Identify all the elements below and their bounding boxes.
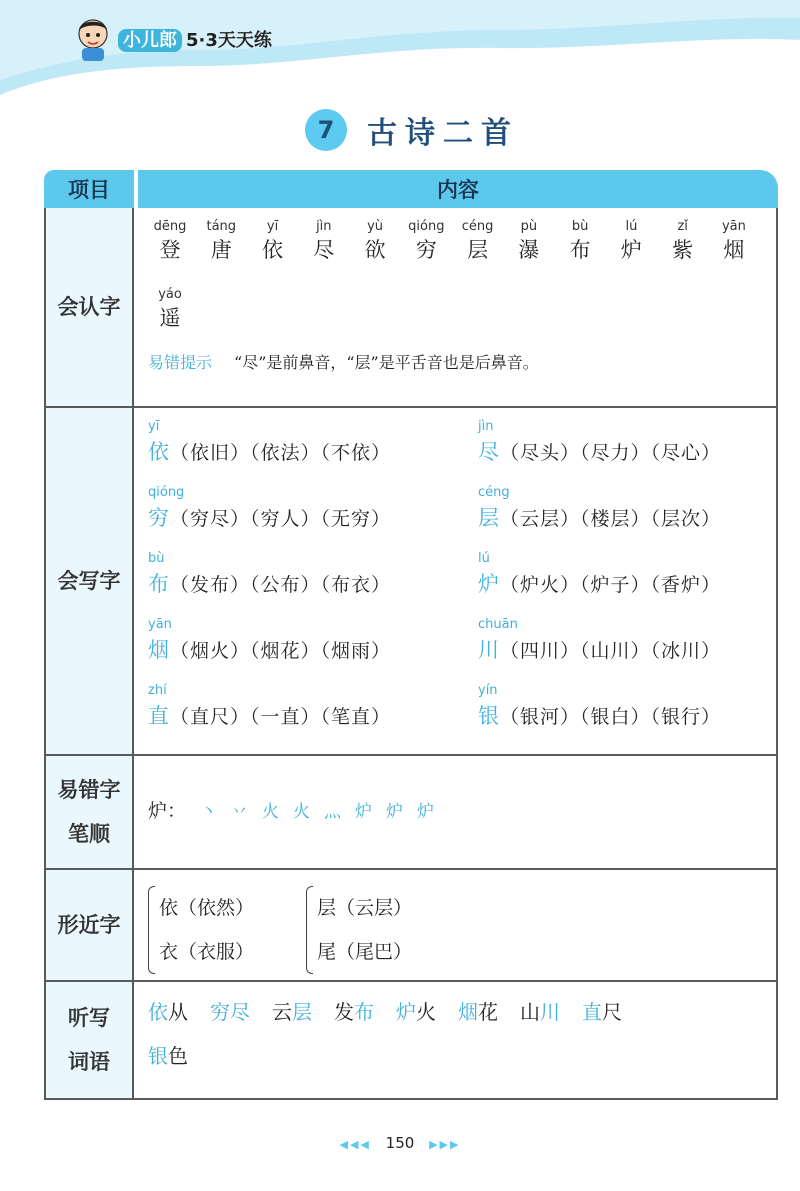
- lesson-heading: [305, 108, 519, 152]
- char-item: [404, 218, 448, 264]
- write-item: [478, 682, 778, 744]
- stroke-step: 灬: [324, 802, 342, 822]
- word-char: 银: [148, 1044, 168, 1068]
- write-words: （穷尽）（穷人）（无穷）: [170, 508, 392, 530]
- row-recognize: [46, 208, 776, 406]
- lesson-title: 古诗二首: [367, 116, 519, 151]
- dictation-word: [458, 1000, 498, 1024]
- pinyin: yān: [148, 617, 172, 632]
- hanzi: 遥: [159, 306, 181, 330]
- hanzi: 唐: [210, 238, 232, 262]
- summary-table: [44, 170, 778, 1100]
- pinyin: yī: [148, 419, 160, 434]
- write-char: 依: [148, 440, 170, 464]
- row-label: [46, 756, 134, 868]
- row-label: [46, 982, 134, 1098]
- hanzi: 登: [159, 238, 181, 262]
- pinyin: bù: [571, 219, 589, 234]
- char-item: [302, 218, 346, 264]
- page-footer: [0, 1134, 800, 1152]
- hanzi: 布: [569, 238, 591, 262]
- write-item: [478, 418, 778, 480]
- prev-arrows-icon: ◀◀◀: [339, 1138, 371, 1151]
- label-line: 词语: [68, 1050, 110, 1074]
- word-char: 直: [582, 1000, 602, 1024]
- similar-pair: [306, 886, 412, 974]
- word-char: 川: [540, 1000, 560, 1024]
- hanzi: 层: [467, 238, 489, 262]
- row-similar: [46, 868, 776, 980]
- dictation-word: [396, 1000, 436, 1024]
- write-char: 炉: [478, 572, 500, 596]
- char-item: [199, 218, 243, 264]
- pinyin: yáo: [158, 287, 182, 302]
- dictation-words: [148, 990, 762, 1078]
- hanzi: 穷: [415, 238, 437, 262]
- char-item: [251, 218, 295, 264]
- write-item: [478, 616, 778, 678]
- similar-word: 衣（衣服）: [159, 941, 255, 963]
- recognize-chars: [148, 218, 756, 264]
- similar-word: 尾（尾巴）: [317, 941, 413, 963]
- pinyin: táng: [206, 219, 237, 234]
- brace-icon: [306, 886, 313, 974]
- label-line: 听写: [68, 1006, 110, 1030]
- stroke-sequence: [148, 796, 762, 823]
- write-chars: [148, 418, 778, 744]
- write-char: 层: [478, 506, 500, 530]
- write-char: 川: [478, 638, 500, 662]
- pinyin: zhí: [148, 683, 167, 698]
- dictation-word: [148, 1044, 188, 1068]
- brand-title: [118, 26, 272, 52]
- hanzi: 依: [262, 238, 284, 262]
- write-char: 布: [148, 572, 170, 596]
- write-words: （依旧）（依法）（不依）: [170, 442, 392, 464]
- char-item: [558, 218, 602, 264]
- stroke-step: 炉: [386, 802, 404, 822]
- word-char: 花: [478, 1000, 498, 1024]
- brand-series: 5·3天天练: [186, 30, 272, 51]
- char-item: [353, 218, 397, 264]
- hanzi: 尽: [313, 238, 335, 262]
- pinyin: lú: [478, 551, 490, 566]
- stroke-step: 炉: [355, 802, 373, 822]
- word-char: 色: [168, 1044, 188, 1068]
- word-char: 布: [354, 1000, 374, 1024]
- word-char: 尽: [230, 1000, 250, 1024]
- write-item: [148, 484, 478, 546]
- brand-header: [72, 16, 272, 62]
- char-item: [456, 218, 500, 264]
- write-item: [478, 484, 778, 546]
- hanzi: 炉: [620, 238, 642, 262]
- pinyin: céng: [478, 485, 510, 500]
- write-item: [478, 550, 778, 612]
- similar-pair: [148, 886, 254, 974]
- dictation-word: [210, 1000, 250, 1024]
- char-item: [148, 286, 192, 332]
- word-char: 山: [520, 1000, 540, 1024]
- word-char: 层: [292, 1000, 312, 1024]
- write-char: 直: [148, 704, 170, 728]
- header-item: 项目: [44, 170, 134, 208]
- pinyin: yī: [266, 219, 279, 234]
- row-write: [46, 406, 776, 754]
- char-item: [661, 218, 705, 264]
- label-line: 易错字: [57, 778, 121, 802]
- write-words: （四川）（山川）（冰川）: [500, 640, 722, 662]
- pinyin: yù: [367, 219, 384, 234]
- stroke-step: 丷: [231, 802, 249, 822]
- hanzi: 紫: [672, 238, 694, 262]
- next-arrows-icon: ▶▶▶: [429, 1138, 461, 1151]
- pinyin: jìn: [478, 419, 494, 434]
- write-words: （发布）（公布）（布衣）: [170, 574, 392, 596]
- write-words: （尽头）（尽力）（尽心）: [500, 442, 722, 464]
- similar-word: 层（云层）: [317, 897, 413, 919]
- hanzi: 欲: [364, 238, 386, 262]
- pinyin: céng: [461, 219, 494, 234]
- word-char: 云: [272, 1000, 292, 1024]
- write-item: [148, 616, 478, 678]
- pinyin: zǐ: [677, 219, 688, 234]
- pinyin: yín: [478, 683, 498, 698]
- tip-label: 易错提示: [148, 353, 213, 372]
- similar-pairs: [148, 886, 762, 974]
- dictation-word: [582, 1000, 622, 1024]
- hanzi: 瀑: [518, 238, 540, 262]
- write-item: [148, 550, 478, 612]
- page-number: 150: [385, 1134, 415, 1152]
- hanzi: 烟: [723, 238, 745, 262]
- char-item: [148, 218, 192, 264]
- pinyin: jìn: [316, 219, 332, 234]
- word-char: 发: [334, 1000, 354, 1024]
- stroke-step: 火: [293, 802, 311, 822]
- tip-text: “尽”是前鼻音，“层”是平舌音也是后鼻音。: [234, 353, 539, 372]
- char-item: [507, 218, 551, 264]
- label-line: 笔顺: [68, 822, 110, 846]
- stroke-step: 丶: [200, 802, 218, 822]
- mistake-tip: [148, 350, 762, 373]
- dictation-word: [334, 1000, 374, 1024]
- mascot-icon: [72, 16, 114, 62]
- char-item: [609, 218, 653, 264]
- write-words: （烟火）（烟花）（烟雨）: [170, 640, 392, 662]
- lesson-number-badge: 7: [305, 109, 347, 151]
- row-stroke-order: [46, 754, 776, 868]
- similar-word: 依（依然）: [159, 897, 255, 919]
- pinyin: qióng: [408, 219, 445, 234]
- write-words: （银河）（银白）（银行）: [500, 706, 722, 728]
- row-label: 形近字: [46, 870, 134, 980]
- pinyin: bù: [148, 551, 165, 566]
- brace-icon: [148, 886, 155, 974]
- dictation-word: [148, 1000, 188, 1024]
- stroke-step: 火: [262, 802, 280, 822]
- pinyin: lú: [625, 219, 638, 234]
- write-words: （炉火）（炉子）（香炉）: [500, 574, 722, 596]
- word-char: 依: [148, 1000, 168, 1024]
- word-char: 从: [168, 1000, 188, 1024]
- row-dictation: [46, 980, 776, 1098]
- write-item: [148, 418, 478, 480]
- write-char: 银: [478, 704, 500, 728]
- write-char: 烟: [148, 638, 170, 662]
- word-char: 穷: [210, 1000, 230, 1024]
- word-char: 烟: [458, 1000, 478, 1024]
- dictation-word: [520, 1000, 560, 1024]
- dictation-word: [272, 1000, 312, 1024]
- stroke-step: 炉: [417, 802, 435, 822]
- word-char: 火: [416, 1000, 436, 1024]
- pinyin: chuān: [478, 617, 518, 632]
- word-char: 炉: [396, 1000, 416, 1024]
- char-item: [712, 218, 756, 264]
- header-content: 内容: [138, 170, 778, 208]
- write-words: （云层）（楼层）（层次）: [500, 508, 722, 530]
- write-words: （直尺）（一直）（笔直）: [170, 706, 392, 728]
- pinyin: qióng: [148, 485, 185, 500]
- write-char: 穷: [148, 506, 170, 530]
- word-char: 尺: [602, 1000, 622, 1024]
- write-char: 尽: [478, 440, 500, 464]
- row-label: 会认字: [46, 208, 134, 406]
- pinyin: yān: [721, 219, 746, 234]
- table-header: [44, 170, 778, 208]
- stroke-char: 炉：: [148, 800, 187, 822]
- row-label: 会写字: [46, 408, 134, 754]
- write-item: [148, 682, 478, 744]
- brand-logo: 小儿郎: [118, 29, 182, 52]
- pinyin: dēng: [153, 219, 187, 234]
- pinyin: pù: [520, 219, 538, 234]
